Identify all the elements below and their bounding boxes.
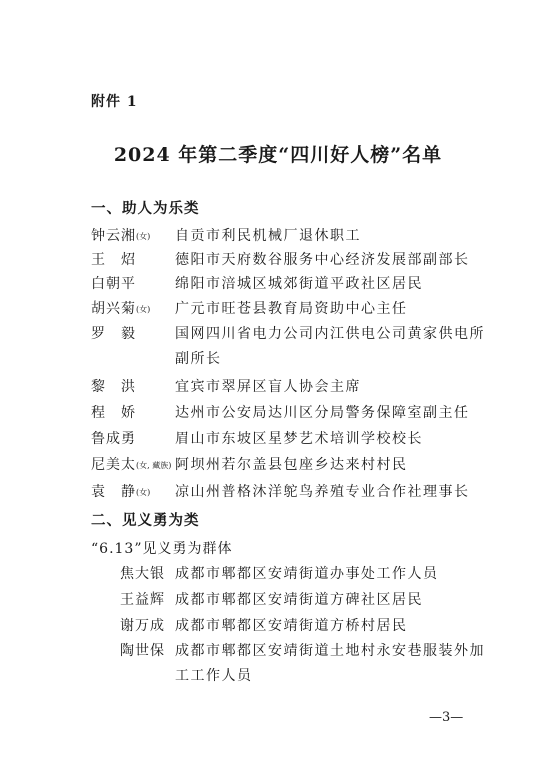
person-description: 国网四川省电力公司内江供电公司黄家供电所 [175,326,485,342]
list-item [120,563,520,585]
person-name: 胡兴菊 [91,301,136,317]
section-heading-helping-others: 一、助人为乐类 [91,200,200,217]
list-item [91,428,511,450]
list-item [91,225,511,247]
person-name: 鲁成勇 [91,431,136,447]
person-name: 王益辉 [120,592,165,608]
list-item [91,249,511,271]
person-name: 尼美太 [91,457,136,473]
person-tag: (女, 藏族) [136,461,172,470]
person-tag: (女) [136,488,151,497]
person-description: 阿坝州若尔盖县包座乡达来村村民 [175,457,408,473]
list-item [120,615,520,637]
person-name: 袁 静 [91,484,136,500]
person-name: 谢万成 [120,618,165,634]
person-description: 成都市郫都区安靖街道办事处工作人员 [175,566,439,582]
list-item [91,454,511,476]
list-item [91,481,511,503]
person-description-continued: 工工作人员 [175,668,253,684]
person-description: 成都市郫都区安靖街道方桥村居民 [175,618,408,634]
person-name: 钟云湘 [91,228,136,244]
person-description-continued: 副所长 [175,351,222,367]
list-item [91,402,511,424]
list-item [91,376,511,398]
person-description: 宜宾市翠屏区盲人协会主席 [175,379,361,395]
person-description: 广元市旺苍县教育局资助中心主任 [175,301,408,317]
attachment-label: 附件 1 [91,94,138,110]
list-item [91,273,511,295]
person-name: 陶世保 [120,643,165,659]
list-item [120,589,520,611]
list-item [120,640,520,662]
person-description: 德阳市天府数谷服务中心经济发展部副部长 [175,252,470,268]
person-tag: (女) [136,232,151,241]
section-heading-bravery: 二、见义勇为类 [91,512,200,529]
person-name: 罗 毅 [91,326,136,342]
page-title: 2024 年第二季度“四川好人榜”名单 [113,144,443,166]
person-description: 眉山市东坡区星梦艺术培训学校校长 [175,431,423,447]
person-name: 王 炤 [91,252,136,268]
person-tag: (女) [136,305,151,314]
person-name: 白朝平 [91,276,136,292]
person-description: 成都市郫都区安靖街道土地村永安巷服装外加 [175,643,485,659]
person-description: 凉山州普格沐洋鸵鸟养殖专业合作社理事长 [175,484,470,500]
list-item [91,298,511,320]
person-name: 焦大银 [120,566,165,582]
group-heading: “6.13”见义勇为群体 [91,541,233,557]
person-description: 达州市公安局达川区分局警务保障室副主任 [175,405,470,421]
person-description: 自贡市利民机械厂退休职工 [175,228,361,244]
person-description: 成都市郫都区安靖街道方碑社区居民 [175,592,423,608]
person-name: 黎 洪 [91,379,136,395]
page-number: —3— [429,710,464,725]
person-name: 程 娇 [91,405,136,421]
list-item [91,323,511,345]
person-description: 绵阳市涪城区城郊街道平政社区居民 [175,276,423,292]
